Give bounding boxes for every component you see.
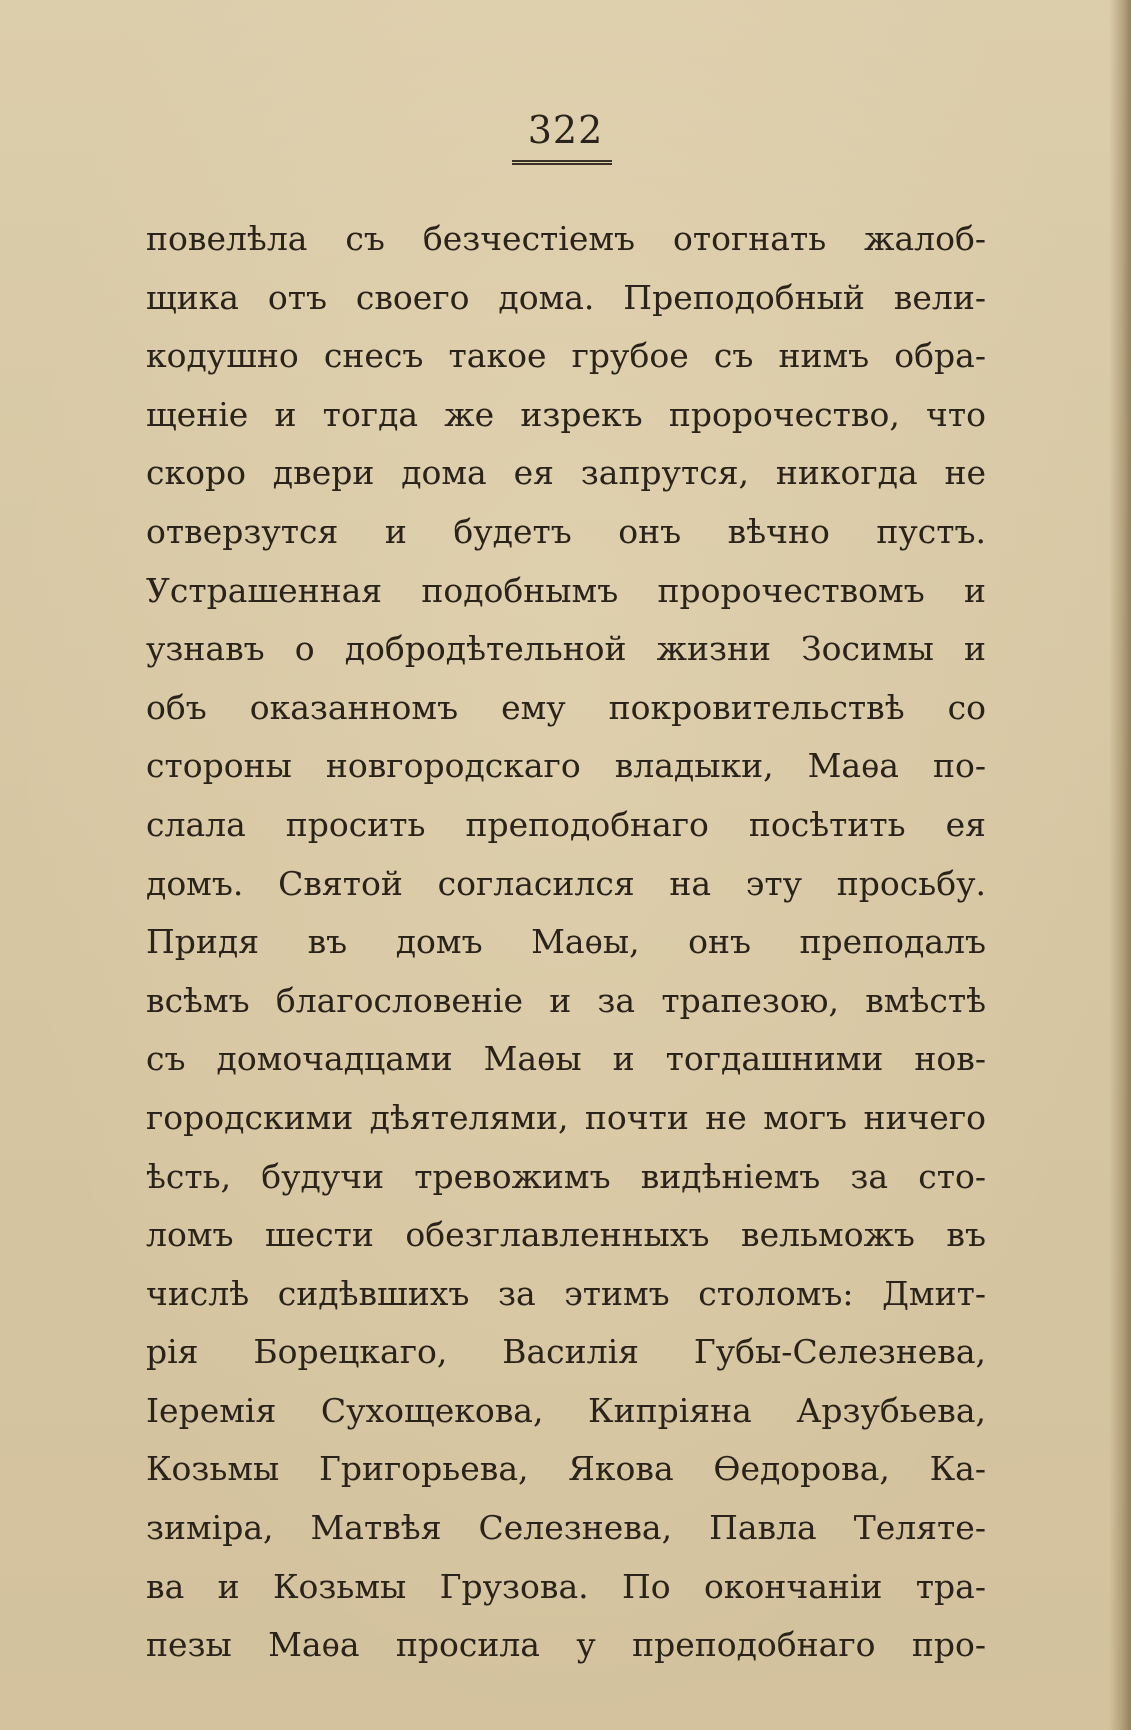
text-line: домъ. Святой согласился на эту просьбу. xyxy=(146,863,986,903)
text-line: объ оказанномъ ему покровительствѣ со xyxy=(146,687,986,727)
text-line: повелѣла съ безчестіемъ отогнать жалоб- xyxy=(146,219,986,258)
text-line: щеніе и тогда же изрекъ пророчество, что xyxy=(146,394,986,434)
text-line: Придя въ домъ Маѳы, онъ преподалъ xyxy=(146,922,986,962)
text-line: съ домочадцами Маѳы и тогдашними нов- xyxy=(146,1039,986,1079)
text-line: городскими дѣятелями, почти не могъ ничего xyxy=(146,1097,986,1137)
text-line: пезы Маѳа просила у преподобнаго про- xyxy=(146,1625,986,1665)
text-line: ѣсть, будучи тревожимъ видѣніемъ за сто- xyxy=(146,1156,986,1196)
header-double-rule xyxy=(512,160,612,165)
text-line: зиміра, Матвѣя Селезнева, Павла Телятe- xyxy=(146,1508,986,1548)
text-line: всѣмъ благословеніе и за трапезою, вмѣстѣ xyxy=(146,980,986,1020)
page-edge-shadow xyxy=(1109,0,1131,1730)
text-line: щика отъ своего дома. Преподобный вели- xyxy=(146,277,986,317)
text-line: отверзутся и будетъ онъ вѣчно пустъ. xyxy=(146,511,986,551)
text-line: Устрашенная подобнымъ пророчествомъ и xyxy=(146,570,986,610)
text-line: ва и Козьмы Грузова. По окончаніи тра- xyxy=(146,1566,986,1606)
text-line: числѣ сидѣвшихъ за этимъ столомъ: Дмит- xyxy=(146,1273,986,1313)
text-line: Іеремія Сухощекова, Кипріяна Арзубьева, xyxy=(146,1390,986,1430)
text-line: стороны новгородскаго владыки, Маѳа по- xyxy=(146,746,986,786)
text-line: Козьмы Григорьева, Якова Ѳедорова, Ка- xyxy=(146,1449,986,1489)
text-line: узнавъ о добродѣтельной жизни Зосимы и xyxy=(146,629,986,669)
body-text xyxy=(146,210,986,1675)
text-line: рія Борецкаго, Василія Губы-Селезнева, xyxy=(146,1332,986,1372)
text-line: ломъ шести обезглавленныхъ вельможъ въ xyxy=(146,1215,986,1255)
text-line: скоро двери дома ея запрутся, никогда не xyxy=(146,453,986,493)
text-line: слала просить преподобнаго посѣтить ея xyxy=(146,804,986,844)
page-number: 322 xyxy=(527,108,604,152)
text-line: кодушно снесъ такое грубое съ нимъ обра- xyxy=(146,336,986,376)
